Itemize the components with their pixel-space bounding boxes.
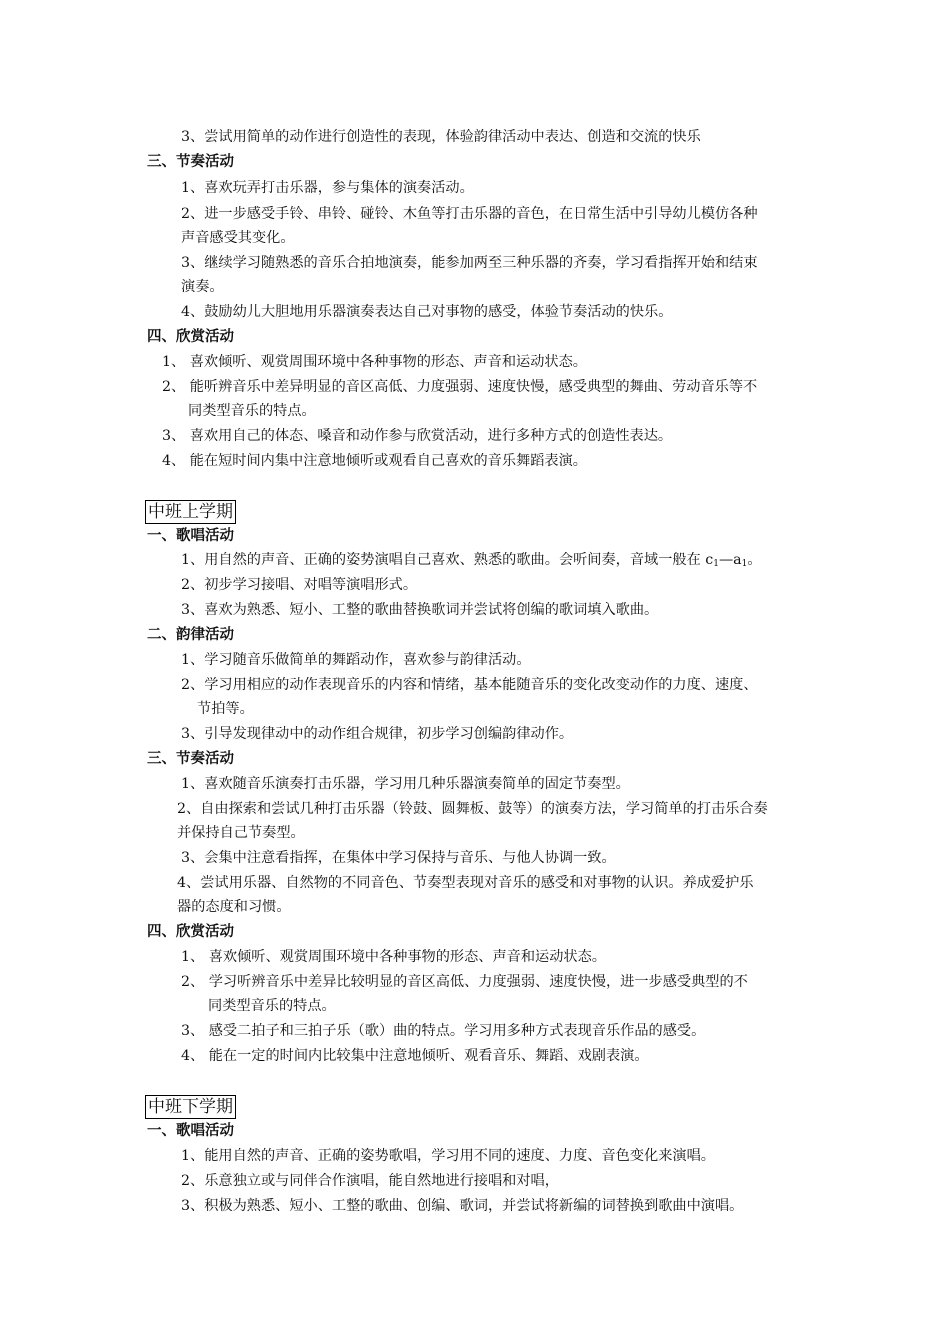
paragraph-continuation: 器的态度和习惯。 <box>177 899 291 915</box>
paragraph: 3、喜欢为熟悉、短小、工整的歌曲替换歌词并尝试将创编的歌词填入歌曲。 <box>181 602 659 618</box>
section-heading: 三、节奏活动 <box>147 154 234 170</box>
paragraph: 2、自由探索和尝试几种打击乐器（铃鼓、圆舞板、鼓等）的演奏方法，学习简单的打击乐合奏 <box>177 801 768 817</box>
paragraph-continuation: 节拍等。 <box>197 701 254 717</box>
section-heading: 四、欣赏活动 <box>147 329 234 345</box>
paragraph: 4、鼓励幼儿大胆地用乐器演奏表达自己对事物的感受，体验节奏活动的快乐。 <box>181 304 673 320</box>
paragraph: 3、 感受二拍子和三拍子乐（歌）曲的特点。学习用多种方式表现音乐作品的感受。 <box>181 1023 706 1039</box>
paragraph-continuation: 并保持自己节奏型。 <box>177 825 305 841</box>
section-heading: 二、韵律活动 <box>147 627 234 643</box>
paragraph-continuation: 声音感受其变化。 <box>181 230 295 246</box>
paragraph: 3、继续学习随熟悉的音乐合拍地演奏，能参加两至三种乐器的齐奏，学习看指挥开始和结束 <box>181 255 758 271</box>
paragraph: 3、会集中注意看指挥，在集体中学习保持与音乐、与他人协调一致。 <box>181 850 616 866</box>
paragraph: 3、 喜欢用自己的体态、嗓音和动作参与欣赏活动，进行多种方式的创造性表达。 <box>162 428 673 444</box>
paragraph: 1、喜欢玩弄打击乐器，参与集体的演奏活动。 <box>181 180 474 196</box>
section-heading: 三、节奏活动 <box>147 751 234 767</box>
paragraph: 1、学习随音乐做简单的舞蹈动作，喜欢参与韵律活动。 <box>181 652 531 668</box>
paragraph: 3、积极为熟悉、短小、工整的歌曲、创编、歌词，并尝试将新编的词替换到歌曲中演唱。 <box>181 1198 744 1214</box>
section-heading: 四、欣赏活动 <box>147 924 234 940</box>
paragraph: 4、 能在短时间内集中注意地倾听或观看自己喜欢的音乐舞蹈表演。 <box>162 453 587 469</box>
paragraph-continuation: 演奏。 <box>181 279 224 295</box>
paragraph: 1、喜欢随音乐演奏打击乐器，学习用几种乐器演奏简单的固定节奏型。 <box>181 776 630 792</box>
paragraph: 2、 能听辨音乐中差异明显的音区高低、力度强弱、速度快慢，感受典型的舞曲、劳动音乐等不 <box>162 379 758 395</box>
paragraph: 1、 喜欢倾听、观赏周围环境中各种事物的形态、声音和运动状态。 <box>181 949 606 965</box>
paragraph: 2、学习用相应的动作表现音乐的内容和情绪，基本能随音乐的变化改变动作的力度、速度、 <box>181 677 758 693</box>
paragraph-continuation: 同类型音乐的特点。 <box>188 403 316 419</box>
paragraph: 2、 学习听辨音乐中差异比较明显的音区高低、力度强弱、速度快慢，进一步感受典型的不 <box>181 974 748 990</box>
paragraph: 4、尝试用乐器、自然物的不同音色、节奏型表现对音乐的感受和对事物的认识。养成爱护乐 <box>177 875 754 891</box>
semester-title: 中班上学期 <box>145 500 236 524</box>
semester-title: 中班下学期 <box>145 1095 236 1119</box>
section-heading: 一、歌唱活动 <box>147 1123 234 1139</box>
paragraph: 2、乐意独立或与同伴合作演唱，能自然地进行接唱和对唱， <box>181 1173 559 1189</box>
paragraph: 3、尝试用简单的动作进行创造性的表现，体验韵律活动中表达、创造和交流的快乐 <box>181 129 701 145</box>
paragraph: 4、 能在一定的时间内比较集中注意地倾听、观看音乐、舞蹈、戏剧表演。 <box>181 1048 649 1064</box>
paragraph: 1、能用自然的声音、正确的姿势歌唱，学习用不同的速度、力度、音色变化来演唱。 <box>181 1148 715 1164</box>
paragraph: 1、用自然的声音、正确的姿势演唱自己喜欢、熟悉的歌曲。会听间奏，音域一般在 $c_1—a_1$。 <box>181 552 762 569</box>
paragraph: 3、引导发现律动中的动作组合规律，初步学习创编韵律动作。 <box>181 726 574 742</box>
paragraph-continuation: 同类型音乐的特点。 <box>208 998 336 1014</box>
paragraph: 2、进一步感受手铃、串铃、碰铃、木鱼等打击乐器的音色，在日常生活中引导幼儿模仿各种 <box>181 206 758 222</box>
section-heading: 一、歌唱活动 <box>147 528 234 544</box>
paragraph: 1、 喜欢倾听、观赏周围环境中各种事物的形态、声音和运动状态。 <box>162 354 587 370</box>
paragraph: 2、初步学习接唱、对唱等演唱形式。 <box>181 577 418 593</box>
